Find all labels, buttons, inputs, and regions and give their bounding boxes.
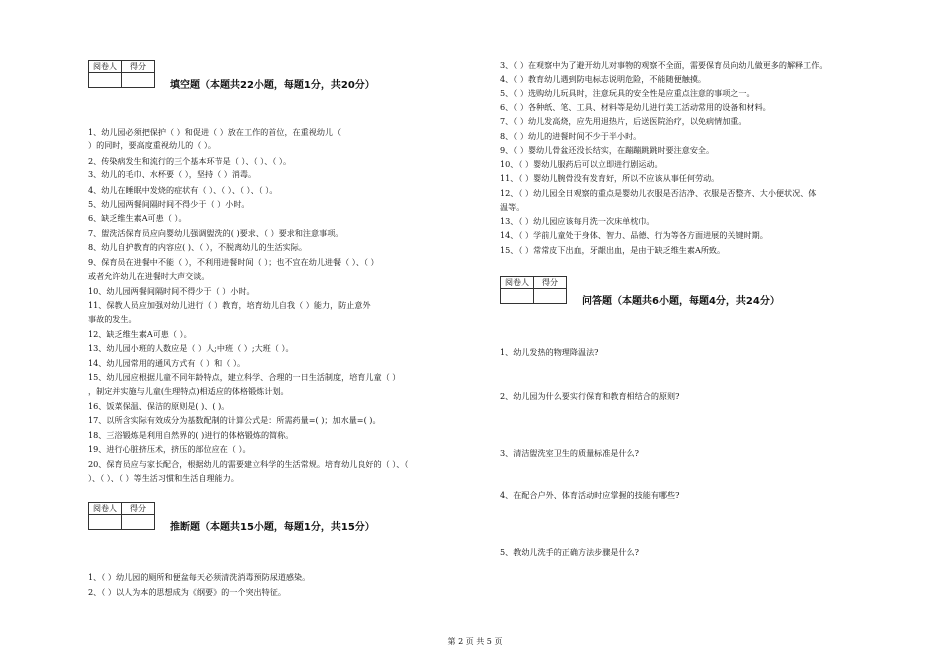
fill-line: ）、（ ）、（ ）等生活习惯和生活自理能力。	[88, 473, 239, 483]
fill-line: 17、以所含实际有效成分为基数配制的计算公式是：所需药量=( )；加水量=( )。	[88, 415, 381, 425]
reviewer-header: 阅卷人	[89, 503, 122, 515]
judge-line: 13、（ ）幼儿园应该每月洗一次床单枕巾。	[500, 216, 655, 226]
qa-question: 4、在配合户外、体育活动时应掌握的技能有哪些?	[500, 490, 680, 500]
fill-line: 9、保育员在进餐中不能（ ），不利用进餐时间（ ）；也不宜在幼儿进餐（ ）、（ ）	[88, 257, 379, 267]
judge-line: 11、（ ）婴幼儿腕骨没有发育好，所以不应该从事任何劳动。	[500, 173, 720, 183]
fill-line: 18、三浴锻炼是利用自然界的( )进行的体格锻炼的简称。	[88, 430, 294, 440]
score-cell	[534, 289, 567, 304]
page-footer: 第 2 页 共 5 页	[447, 637, 503, 646]
fill-line: 12、缺乏维生素A可患（ ）。	[88, 329, 192, 339]
fill-line: 4、幼儿在睡眠中发烧的症状有（ ）、（ ）、（ ）、（ ）。	[88, 185, 278, 195]
fill-line: 19、进行心脏挤压术，挤压的部位应在（ ）。	[88, 444, 251, 454]
section-title-qa: 问答题（本题共6小题，每题4分，共24分）	[582, 296, 780, 307]
section-title-fill: 填空题（本题共22小题，每题1分，共20分）	[170, 80, 375, 91]
score-box-judge	[88, 502, 155, 530]
judge-line: 3、（ ）在观察中为了避开幼儿对事物的观察不全面，需要保育员向幼儿做更多的解释工作。	[500, 60, 828, 70]
judge-line: 7、（ ）幼儿发高烧，应先用退热片，后送医院治疗，以免病情加重。	[500, 116, 747, 126]
score-box-qa	[500, 276, 567, 304]
reviewer-cell	[501, 289, 534, 304]
judge-line: 12、（ ）幼儿园全日观察的重点是婴幼儿衣服是否洁净、衣服是否整齐、大小便状况、体	[500, 188, 817, 198]
judge-line: 1、（ ）幼儿园的厕所和便盆每天必须清洗消毒预防尿道感染。	[88, 572, 311, 582]
judge-line: 6、（ ）各种纸、笔、工具、材料等是幼儿进行美工活动常用的设备和材料。	[500, 102, 771, 112]
score-cell	[122, 73, 155, 88]
fill-line: 事故的发生。	[88, 314, 137, 324]
judge-line: 5、（ ）选购幼儿玩具时，注意玩具的安全性是应重点注意的事项之一。	[500, 88, 755, 98]
reviewer-header: 阅卷人	[89, 61, 122, 73]
fill-line: 20、保育员应与家长配合，根据幼儿的需要建立科学的生活常规。培育幼儿良好的（ ）、（	[88, 459, 409, 469]
judge-line: 2、（ ）以人为本的思想成为《纲要》的一个突出特征。	[88, 587, 286, 597]
fill-line: 3、幼儿的毛巾、水杯要（ ），坚持（ ）消毒。	[88, 169, 257, 179]
fill-line: ）的同时，要高度重视幼儿的（ ）。	[88, 140, 217, 150]
fill-line: 11、保教人员应加强对幼儿进行（ ）教育，培育幼儿自我（ ）能力，防止意外	[88, 300, 371, 310]
section-title-judge: 推断题（本题共15小题，每题1分，共15分）	[170, 522, 375, 533]
fill-line: 8、幼儿自护教育的内容应( )、（ ），不脱离幼儿的生活实际。	[88, 242, 307, 252]
score-box-fill	[88, 60, 155, 88]
fill-line: 5、幼儿园两餐间隔时间不得少于（ ）小时。	[88, 199, 250, 209]
fill-line: ，制定并实施与儿童(生理特点)相适应的体格锻炼计划。	[88, 386, 289, 396]
score-header: 得分	[534, 277, 567, 289]
fill-line: 2、传染病发生和流行的三个基本环节是（ ）、（ ）、（ ）。	[88, 156, 292, 166]
fill-line: 10、幼儿园两餐间隔时间不得少于（ ）小时。	[88, 286, 255, 296]
fill-line: 1、幼儿园必须把保护（ ）和促进（ ）放在工作的首位，在重视幼儿（	[88, 127, 342, 137]
fill-line: 15、幼儿园应根据儿童不同年龄特点，建立科学、合理的一日生活制度，培育儿童（ ）	[88, 372, 401, 382]
fill-line: 或者允许幼儿在进餐时大声交谈。	[88, 271, 210, 281]
judge-line: 15、（ ）常常皮下出血，牙龈出血，是由于缺乏维生素A所致。	[500, 245, 726, 255]
fill-line: 7、盥洗活保育员应向婴幼儿强调盥洗的( )要求、（ ）要求和注意事项。	[88, 228, 344, 238]
qa-question: 5、教幼儿洗手的正确方法步骤是什么?	[500, 547, 639, 557]
judge-line: 4、（ ）教育幼儿遇到防电标志说明危险，不能随便触摸。	[500, 74, 707, 84]
fill-line: 14、幼儿园常用的通风方式有（ ）和（ ）。	[88, 358, 246, 368]
reviewer-header: 阅卷人	[501, 277, 534, 289]
judge-line: 8、（ ）幼儿的进餐时间不少于半小时。	[500, 131, 642, 141]
qa-question: 2、幼儿园为什么要实行保育和教育相结合的原则?	[500, 391, 680, 401]
reviewer-cell	[89, 73, 122, 88]
judge-line: 9、（ ）婴幼儿骨盆还没长结实，在蹦蹦跳跳时要注意安全。	[500, 145, 715, 155]
qa-question: 3、清洁盥洗室卫生的质量标准是什么?	[500, 448, 639, 458]
score-header: 得分	[122, 61, 155, 73]
judge-line: 温等。	[500, 202, 525, 212]
fill-line: 6、缺乏维生素A可患（ ）。	[88, 213, 187, 223]
score-cell	[122, 515, 155, 530]
fill-line: 13、幼儿园小班的人数应是（ ）人;中班（ ）;大班（ ）。	[88, 343, 294, 353]
fill-line: 16、饭菜保温、保洁的原则是( )、( )。	[88, 401, 230, 411]
qa-question: 1、幼儿发热的物理降温法?	[500, 347, 599, 357]
judge-line: 10、（ ）婴幼儿服药后可以立即进行剧运动。	[500, 159, 663, 169]
score-header: 得分	[122, 503, 155, 515]
reviewer-cell	[89, 515, 122, 530]
judge-line: 14、（ ）学前儿童处于身体、智力、品德、行为等各方面进展的关键时期。	[500, 230, 768, 240]
